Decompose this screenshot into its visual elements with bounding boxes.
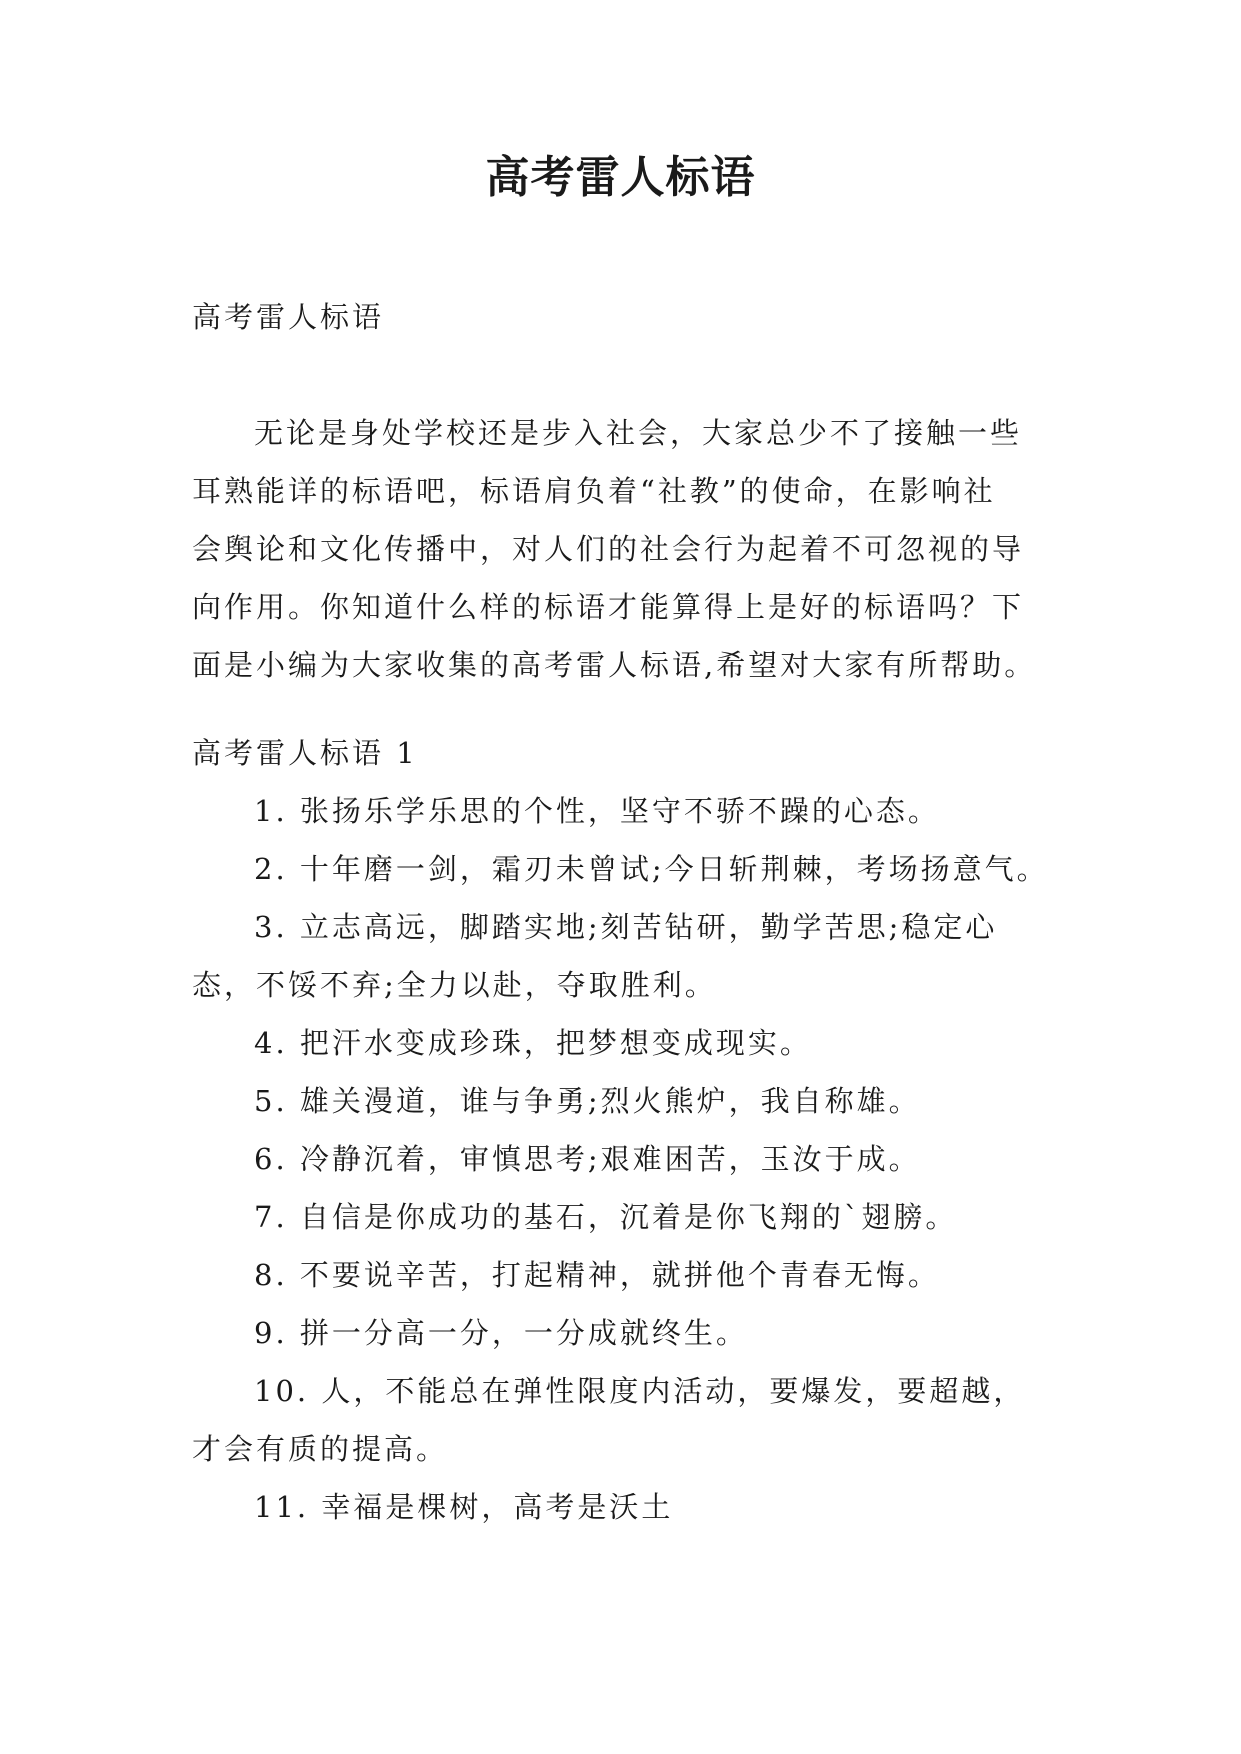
slogan-item: 9. 拼一分高一分，一分成就终生。 [254,1316,748,1350]
slogan-item: 10. 人，不能总在弹性限度内活动，要爆发，要超越，才会有质的提高。 [192,1374,1026,1466]
slogan-item: 1. 张扬乐学乐思的个性，坚守不骄不躁的心态。 [254,794,940,828]
slogan-item: 11. 幸福是棵树，高考是沃土 [254,1490,674,1524]
intro-paragraph [192,404,1052,694]
intro-line: 面是小编为大家收集的高考雷人标语,希望对大家有所帮助。 [192,648,1037,682]
slogan-item: 5. 雄关漫道，谁与争勇;烈火熊炉，我自称雄。 [254,1084,921,1118]
intro-line: 向作用。你知道什么样的标语才能算得上是好的标语吗？下 [192,590,1025,624]
document-body [192,288,1052,1536]
slogan-item: 2. 十年磨一剑，霜刃未曾试;今日斩荆棘，考场扬意气。 [254,852,1049,886]
document-title: 高考雷人标语 [485,152,756,203]
slogan-item: 8. 不要说辛苦，打起精神，就拼他个青春无悔。 [254,1258,940,1292]
section-heading: 高考雷人标语 1 [192,736,418,770]
slogan-item: 3. 立志高远，脚踏实地;刻苦钻研，勤学苦思;稳定心态，不馁不弃;全力以赴，夺取胜利。 [192,910,998,1002]
slogan-item: 4. 把汗水变成珍珠，把梦想变成现实。 [254,1026,812,1060]
document-subtitle: 高考雷人标语 [192,300,385,334]
intro-line: 会舆论和文化传播中，对人们的社会行为起着不可忽视的导 [192,532,1025,566]
slogan-item: 7. 自信是你成功的基石，沉着是你飞翔的`翅膀。 [254,1200,958,1234]
slogan-item: 6. 冷静沉着，审慎思考;艰难困苦，玉汝于成。 [254,1142,921,1176]
intro-line: 无论是身处学校还是步入社会，大家总少不了接触一些 [254,416,1023,450]
intro-line: 耳熟能详的标语吧，标语肩负着“社教”的使命，在影响社 [192,474,996,508]
